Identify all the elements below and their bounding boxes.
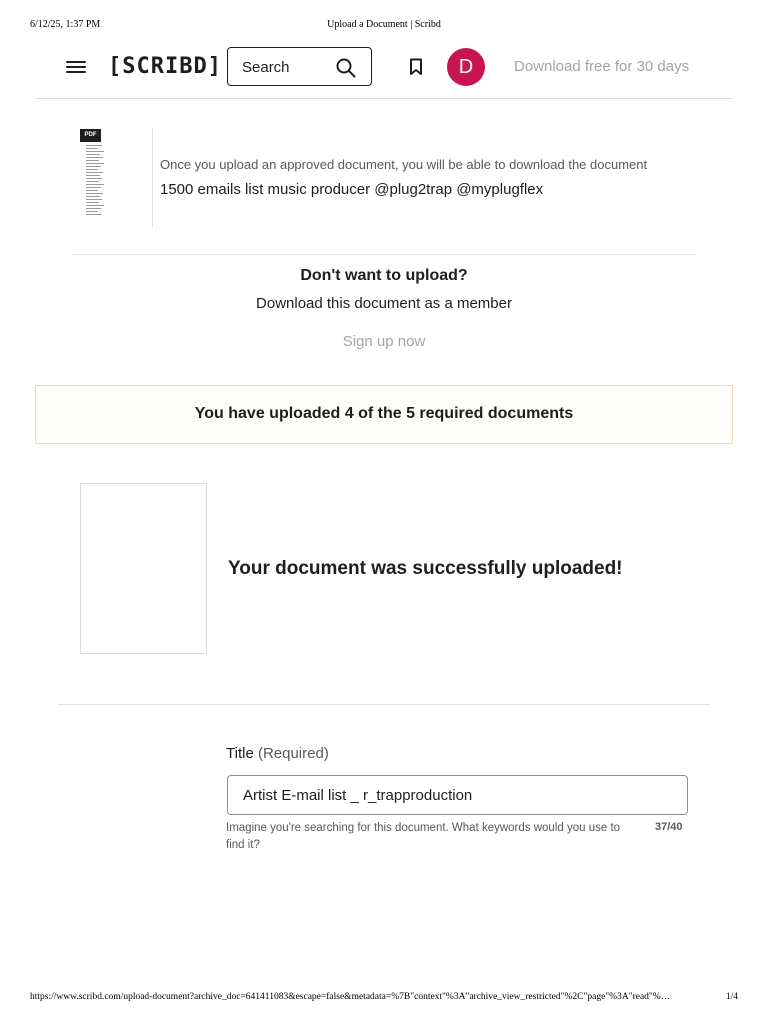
navbar-divider [35,98,733,99]
bookmark-icon[interactable] [409,58,423,76]
print-header [30,19,738,33]
print-page-title: Upload a Document | Scribd [327,19,441,30]
search-label: Search [242,59,290,76]
title-required-text: (Required) [257,745,329,762]
section-divider [72,254,696,255]
signup-wrapper [0,333,768,350]
document-name: 1500 emails list music producer @plug2trap @myplugflex [160,181,544,198]
title-label-text: Title [226,745,254,762]
title-input[interactable] [227,775,688,815]
title-input-value: Artist E-mail list _ r_trapproduction [243,787,473,804]
upload-progress-text: You have uploaded 4 of the 5 required documents [194,405,574,422]
title-field-label [226,745,329,762]
form-divider [58,704,710,705]
print-datetime: 6/12/25, 1:37 PM [30,19,101,30]
document-thumbnail [80,129,110,221]
title-char-counter: 37/40 [655,821,683,833]
upload-info-text: Once you upload an approved document, you will be able to download the document [160,157,648,172]
uploaded-document-preview [80,483,207,654]
search-input[interactable] [227,47,372,86]
top-navbar [0,47,768,87]
title-helper-text: Imagine you're searching for this document. What keywords would you use to find it? [226,822,621,851]
scribd-logo[interactable]: [SCRIBD] [108,54,222,79]
print-footer [30,992,738,1006]
no-upload-heading: Don't want to upload? [300,267,468,284]
menu-icon[interactable] [66,59,86,75]
upload-progress-banner [35,385,733,444]
print-url: https://www.scribd.com/upload-document?archive_doc=641411083&escape=false&metadata=%7B"context"%3A"archive_view_restricted"%2C"page"%3A"read"%… [30,992,671,1002]
thumbnail-separator [152,128,153,227]
print-page-number: 1/4 [725,992,738,1002]
upload-success-message: Your document was successfully uploaded! [228,558,623,579]
search-icon[interactable] [336,58,356,78]
download-free-link[interactable]: Download free for 30 days [514,58,690,75]
no-upload-subheading: Download this document as a member [256,295,512,312]
user-avatar[interactable]: D [447,48,485,86]
signup-link[interactable]: Sign up now [342,333,426,350]
pdf-badge: PDF [80,129,101,142]
